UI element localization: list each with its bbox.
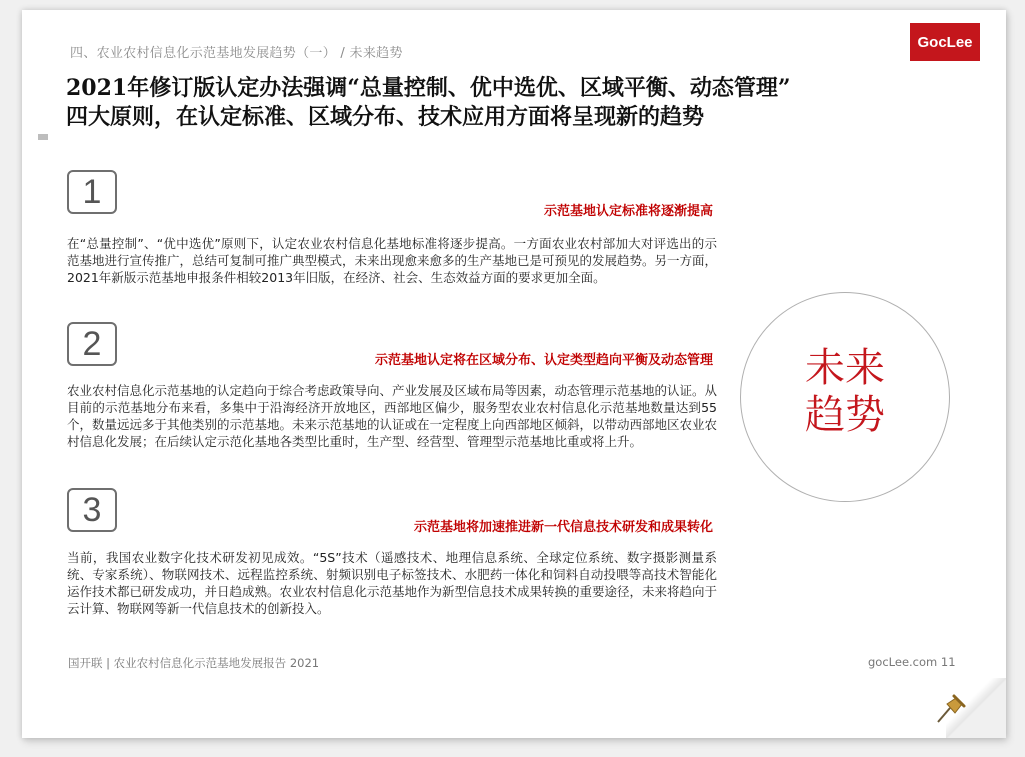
section-heading-1: 示范基地认定标准将逐渐提高 [543,204,713,219]
page-title [66,74,906,132]
section-number-3: 3 [67,488,117,532]
section-number-2: 2 [67,322,117,366]
title-line-2: 四大原则，在认定标准、区域分布、技术应用方面将呈现新的趋势 [66,104,705,130]
title-line-1: 2021年修订版认定办法强调“总量控制、优中选优、区域平衡、动态管理” [66,75,791,101]
section-heading-3: 示范基地将加速推进新一代信息技术研发和成果转化 [413,520,713,535]
breadcrumb: 四、农业农村信息化示范基地发展趋势（一） / 未来趋势 [70,46,403,61]
section-body-3: 当前，我国农业数字化技术研发初见成效。“5S”技术（遥感技术、地理信息系统、全球定位系统、数字摄影测量系统、专家系统）、物联网技术、远程监控系统、射频识别电子标签技术、水肥药一体化和饲料自动投喂等高技术智能化运作技术都已研发成功，并日趋成熟。农业农村信息化示范基地作为新型信息技术成果转换的重要途径，未来将趋向于云计算、物联网等新一代信息技术的创新投入。 [67,550,718,616]
section-body-2: 农业农村信息化示范基地的认定趋向于综合考虑政策导向、产业发展及区域布局等因素，动态管理示范基地的认证。从目前的示范基地分布来看，多集中于沿海经济开放地区，西部地区偏少，服务型农业农村信息化示范基地数量达到55个，数量远远多于其他类别的示范基地。未来示范基地的认证或在一定程度上向西部地区倾斜，以带动西部地区农业农村信息化发展；在后续认定示范化基地各类型比重时，生产型、经营型、管理型示范基地比重或将上升。 [67,383,718,449]
section-heading-2: 示范基地认定将在区域分布、认定类型趋向平衡及动态管理 [374,353,713,368]
section-number-1: 1 [67,170,117,214]
footer-source: 国开联 | 农业农村信息化示范基地发展报告 2021 [68,656,320,670]
goclee-logo: GocLee [910,23,980,61]
footer-page: gocLee.com 11 [868,655,956,669]
pushpin-icon [930,688,970,728]
side-marker [38,134,48,140]
circle-label: 未来趋势 [805,346,885,437]
section-body-1: 在“总量控制”、“优中选优”原则下，认定农业农村信息化基地标准将逐步提高。一方面农业农村部加大对评选出的示范基地进行宣传推广，总结可复制可推广典型模式，未来出现愈来愈多的生产基地已是可预见的发展趋势。另一方面，2021年新版示范基地申报条件相较2013年旧版，在经济、社会、生态效益方面的要求更加全面。 [67,236,718,285]
